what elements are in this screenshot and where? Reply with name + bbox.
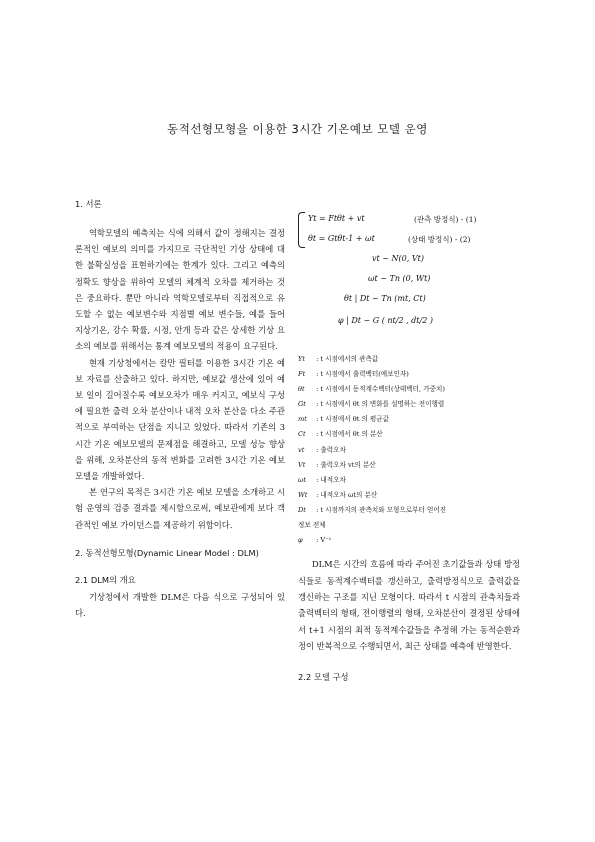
definition-item: θt : t 시점에서 동적계수벡터(상태벡터, 가중치): [298, 385, 445, 394]
right-column: [298, 210, 520, 686]
definition-item: vt : 출력오차: [298, 445, 346, 454]
definition-item: φ : V⁻¹: [298, 536, 332, 545]
definition-item: 정보 전체: [298, 521, 326, 530]
definition-item: ωt : 내적오차: [298, 475, 346, 484]
intro-paragraph-3: 본 연구의 목적은 3시간 기온 예보 모델을 소개하고 시험 운영의 검증 결과를 제시함으로써, 예보관에게 보다 객관적인 예보 가이던스를 제공하기 위함이다.: [75, 487, 285, 530]
observation-equation: Yt = Ftθt + vt: [308, 214, 365, 223]
dlm-overview-paragraph: 기상청에서 개발한 DLM은 다음 식으로 구성되어 있다.: [75, 591, 285, 619]
internal-error-distribution: ωt ~ Tn (0, Wt): [368, 274, 431, 283]
state-posterior-distribution: θt | Dt ~ Tn (mt, Ct): [344, 294, 426, 303]
observation-equation-label: (관측 방정식) - (1): [414, 215, 477, 224]
output-error-distribution: vt ~ N(0, Vt): [372, 254, 424, 263]
definition-item: Dt : t 시점까지의 관측치와 모형으로부터 얻어진: [298, 505, 447, 514]
symbol-definitions: [298, 352, 520, 548]
left-column: [75, 196, 285, 621]
equation-brace: [298, 212, 305, 248]
equation-block: [298, 210, 520, 340]
paper-title: 동적선형모형을 이용한 3시간 기온예보 모델 운영: [167, 122, 428, 136]
section-heading-dlm: 2. 동적선형모형(Dynamic Linear Model : DLM): [75, 547, 259, 558]
state-equation: θt = Gtθt-1 + ωt: [308, 234, 375, 243]
intro-paragraph-1: 역학모델의 예측치는 식에 의해서 값이 정해지는 결정론적인 예보의 의미를 가지므로 극단적인 기상 상태에 대한 불확실성을 표현하기에는 한계가 있다. 그리고 예측의 정확도 향상을 위하여 모델의 체계적 오차를 제거하는 것은 중요하다. 뿐만 아니라 역학모델로부터 직접적으로 유도할 수 없는 예보변수와 지점별 예보 변수들, 예를 들어 지상기온, 강수 확률, 시정, 안개 등과 같은 상세한 기상 요소의 예보를 위해서는 통계 예보모델의 적용이 요구된다.: [75, 228, 285, 352]
state-equation-label: (상태 방정식) - (2): [408, 235, 471, 244]
definition-item: Gt : t 시점에서 θt 의 변화를 설명하는 전이행렬: [298, 400, 445, 409]
dlm-structure-paragraph: DLM은 시간의 흐름에 따라 주어진 초기값들과 상태 방정식들로 동적계수벡터를 갱신하고, 출력방정식으로 출력값을 갱신하는 구조를 지닌 모형이다. 따라서 t 시점의 관측치들과 출력벡터의 형태, 전이행렬의 형태, 오차분산이 결정된 상태에서 t+1 시점의 최적 동적계수값들을 추정해 가는 동적순환과정이 반복적으로 수행되면서, 최근 상태를 예측에 반영한다.: [298, 559, 520, 652]
section-heading-model-configuration: 2.2 모델 구성: [298, 671, 349, 682]
definition-item: Wt : 내적오차 ωt의 분산: [298, 490, 378, 499]
definition-item: Ct : t 시점에서 θt 의 분산: [298, 430, 383, 439]
definition-item: Yt : t 시점에서의 관측값: [298, 355, 379, 363]
section-heading-intro: 1. 서론: [75, 199, 102, 209]
section-heading-dlm-overview: 2.1 DLM의 개요: [75, 574, 136, 585]
definition-item: mt : t 시점에서 θt 의 평균값: [298, 415, 390, 424]
precision-posterior-distribution: φ | Dt ~ G ( nt/2 , dt/2 ): [338, 316, 433, 325]
definition-item: Vt : 출력오차 vt의 분산: [298, 460, 376, 469]
definition-item: Ft : t 시점에서 출력벡터(예보인자): [298, 370, 409, 379]
intro-paragraph-2: 현재 기상청에서는 칼만 필터를 이용한 3시간 기온 예보 자료를 산출하고 있다. 하지만, 예보값 생산에 있어 예보 일이 길어질수록 예보오차가 매우 커지고, 예보식 구성에 필요한 출력 오차 분산이나 내적 오차 분산을 다소 주관적으로 부여하는 단점을 지니고 있었다. 따라서 기존의 3시간 기온 예보모델의 문제점을 해결하고, 모델 성능 향상을 위해, 오차분산의 동적 변화를 고려한 3시간 기온 예보 모델을 개발하였다.: [75, 357, 285, 482]
